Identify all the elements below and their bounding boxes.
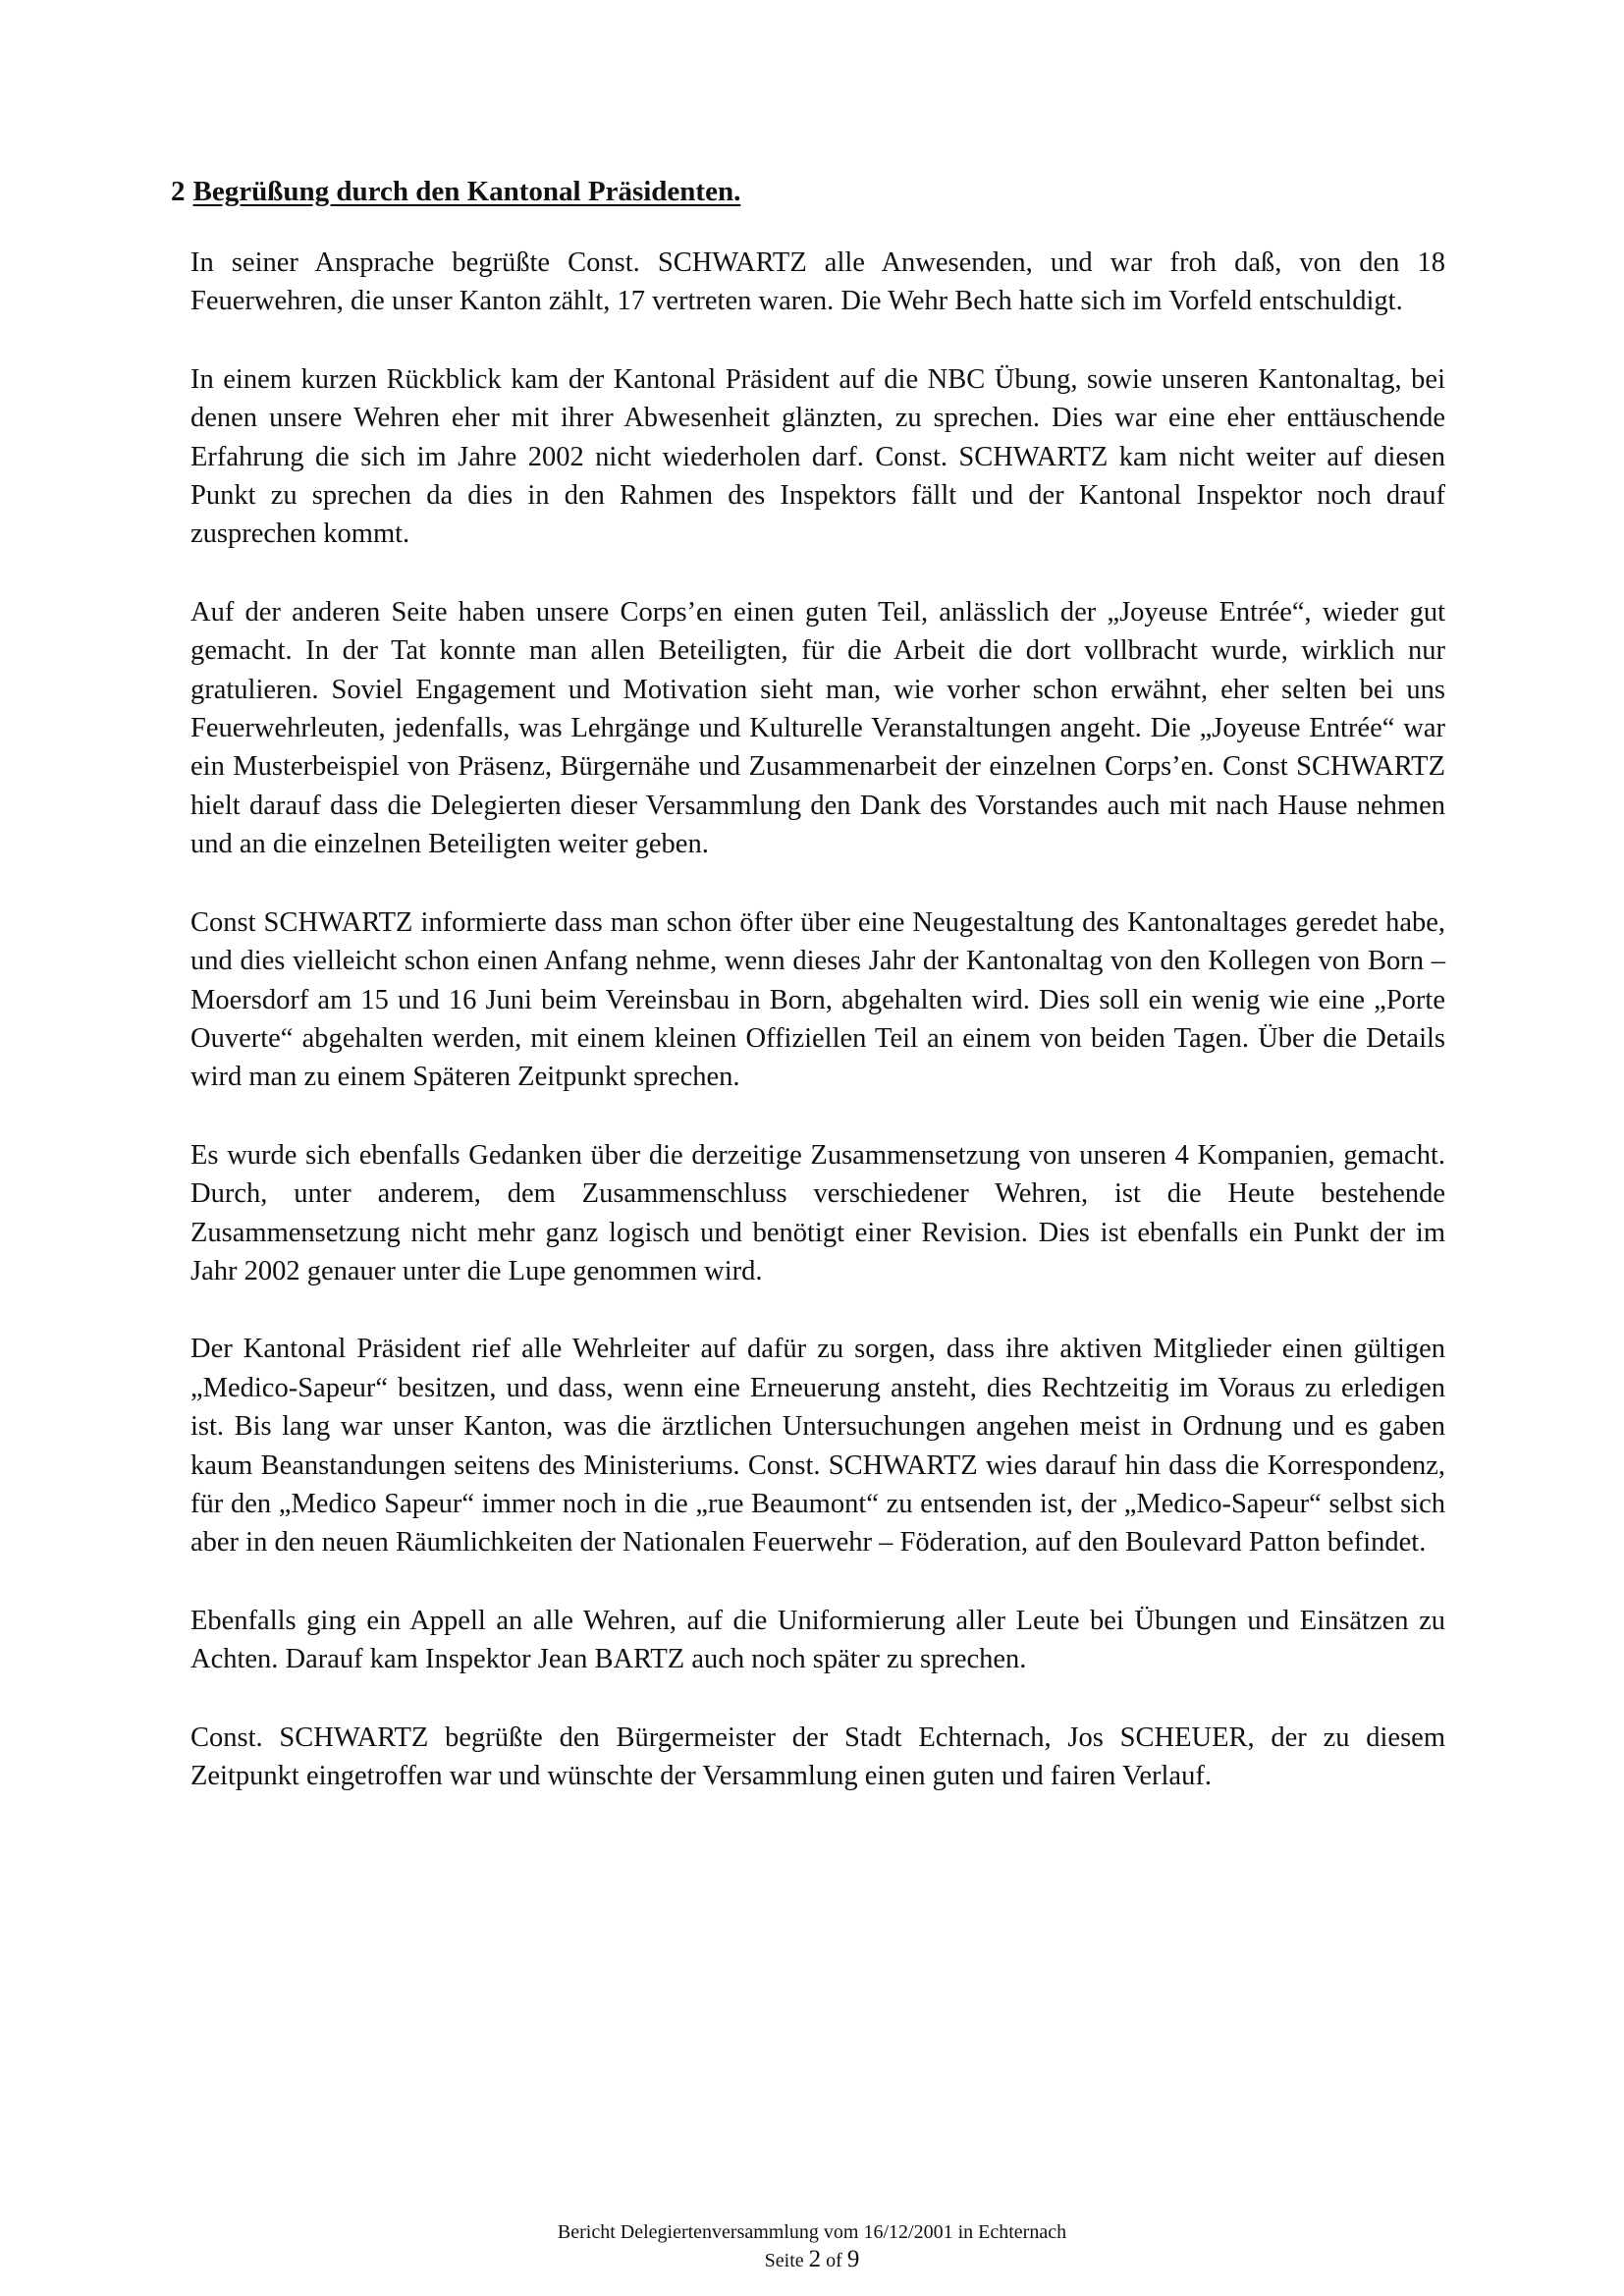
paragraph-kompanien: Es wurde sich ebenfalls Gedanken über die derzeitige Zusammensetzung von unseren 4 Kompanien, gemacht. Durch, unter anderem, dem Zusammenschluss verschiedener Wehren, ist die Heute bestehende Zusammensetzung nicht mehr ganz logisch und benötigt einer Revision. Dies ist ebenfalls ein Punkt der im Jahr 2002 genauer unter die Lupe genommen wird. bbox=[190, 1139, 1445, 1286]
paragraph-medico-sapeur: Der Kantonal Präsident rief alle Wehrleiter auf dafür zu sorgen, dass ihre aktiven Mitglieder einen gültigen „Medico-Sapeur“ besitzen, und dass, wenn eine Erneuerung ansteht, dies Rechtzeitig im Voraus zu erledigen ist. Bis lang war unser Kanton, was die ärztlichen Untersuchungen angehen meist in Ordnung und es gaben kaum Beanstandungen seitens des Ministeriums. Const. SCHWARTZ wies darauf hin dass die Korrespondenz, für den „Medico Sapeur“ immer noch in die „rue Beaumont“ zu entsenden ist, der „Medico-Sapeur“ selbst sich aber in den neuen Räumlichkeiten der Nationalen Feuerwehr – Föderation, auf den Boulevard Patton befindet. bbox=[190, 1334, 1445, 1558]
section-number: 2 bbox=[171, 176, 186, 207]
section-heading bbox=[171, 172, 740, 211]
paragraph-joyeuse-entree: Auf der anderen Seite haben unsere Corps’en einen guten Teil, anlässlich der „Joyeuse Entrée“, wieder gut gemacht. In der Tat konnte man allen Beteiligten, für die Arbeit die dort vollbracht wurde, wirklich nur gratulieren. Soviel Engagement und Motivation sieht man, wie vorher schon erwähnt, eher selten bei uns Feuerwehrleuten, jedenfalls, was Lehrgänge und Kulturelle Veranstaltungen angeht. Die „Joyeuse Entrée“ war ein Musterbeispiel von Präsenz, Bürgernähe und Zusammenarbeit der einzelnen Corps’en. Const SCHWARTZ hielt darauf dass die Delegierten dieser Versammlung den Dank des Vorstandes auch mit nach Hause nehmen und an die einzelnen Beteiligten weiter geben. bbox=[190, 596, 1445, 860]
page-total: 9 bbox=[846, 2246, 860, 2272]
footer-report-title: Bericht Delegiertenversammlung vom 16/12/2001 in Echternach bbox=[557, 2221, 1067, 2243]
paragraph-buergermeister: Const. SCHWARTZ begrüßte den Bürgermeister der Stadt Echternach, Jos SCHEUER, der zu diesem Zeitpunkt eingetroffen war und wünschte der Versammlung einen guten und fairen Verlauf. bbox=[190, 1722, 1445, 1791]
paragraph-greeting: In seiner Ansprache begrüßte Const. SCHWARTZ alle Anwesenden, und war froh daß, von den 18 Feuerwehren, die unser Kanton zählt, 17 vertreten waren. Die Wehr Bech hatte sich im Vorfeld entschuldigt. bbox=[190, 247, 1445, 317]
page-number bbox=[0, 2246, 1624, 2274]
page-current: 2 bbox=[808, 2246, 822, 2272]
page-footer bbox=[0, 2219, 1624, 2274]
section-body bbox=[190, 244, 1445, 1834]
paragraph-review: In einem kurzen Rückblick kam der Kantonal Präsident auf die NBC Übung, sowie unseren Kantonaltag, bei denen unsere Wehren eher mit ihrer Abwesenheit glänzten, zu sprechen. Dies war eine eher enttäuschende Erfahrung die sich im Jahre 2002 nicht wiederholen darf. Const. SCHWARTZ kam nicht weiter auf diesen Punkt zu sprechen da dies in den Rahmen des Inspektors fällt und der Kantonal Inspektor noch drauf zusprechen kommt. bbox=[190, 363, 1445, 550]
paragraph-uniformierung: Ebenfalls ging ein Appell an alle Wehren, auf die Uniformierung aller Leute bei Übungen und Einsätzen zu Achten. Darauf kam Inspektor Jean BARTZ auch noch später zu sprechen. bbox=[190, 1605, 1445, 1675]
section-title: Begrüßung durch den Kantonal Präsidenten. bbox=[192, 176, 741, 207]
page-label: Seite bbox=[764, 2250, 804, 2271]
paragraph-kantonaltag: Const SCHWARTZ informierte dass man schon öfter über eine Neugestaltung des Kantonaltages geredet habe, und dies vielleicht schon einen Anfang nehme, wenn dieses Jahr der Kantonaltag von den Kollegen von Born – Moersdorf am 15 und 16 Juni beim Vereinsbau in Born, abgehalten wird. Dies soll ein wenig wie eine „Porte Ouverte“ abgehalten werden, mit einem kleinen Offiziellen Teil an einem von beiden Tagen. Über die Details wird man zu einem Späteren Zeitpunkt sprechen. bbox=[190, 906, 1445, 1093]
page-of-label: of bbox=[826, 2250, 842, 2271]
